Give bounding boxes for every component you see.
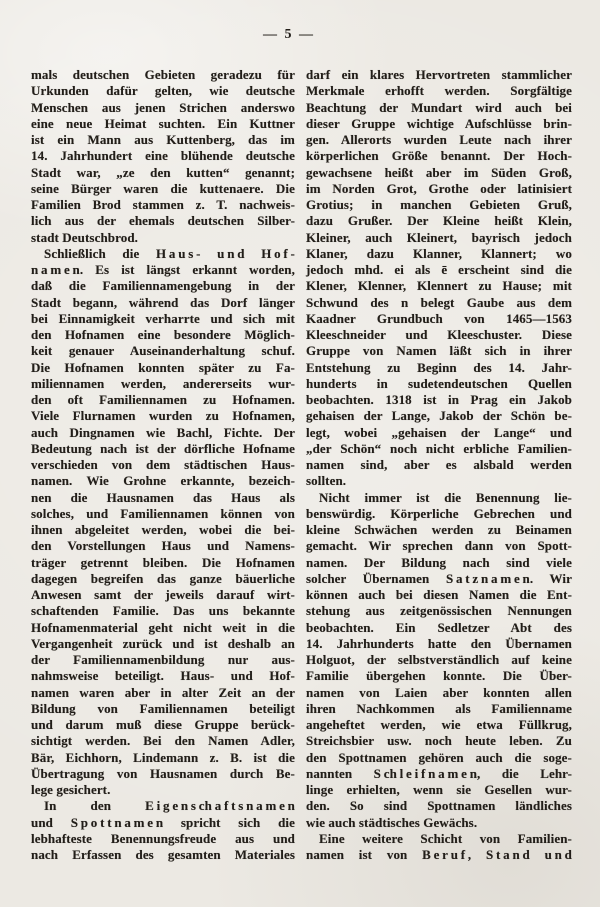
text-line: Hofnamenmaterial geht nicht weit in die <box>31 619 295 635</box>
text-line: nach Erfassen des gesamten Materiales <box>31 847 295 862</box>
text-line: Vergangenheit zurück und ist deshalb an <box>31 635 295 651</box>
text-line: namen von Laien aber konnten allen <box>306 684 572 700</box>
text-line: können auch bei diesen Namen die Ent- <box>306 587 572 602</box>
text-line: keit genauer Auseinanderhaltung schuf. <box>31 343 295 359</box>
text-line: Die Hofnamen konnten später zu Fa- <box>31 359 295 375</box>
text-line: dagegen begreifen das ganze bäuerliche <box>31 570 295 586</box>
text-line: namen. Wie Grohne erkannte, bezeich- <box>31 473 295 489</box>
text-line: träger getrennt bleiben. Die Hofnamen <box>31 554 295 570</box>
text-line: linge erhielten, wenn sie Gesellen wur- <box>306 782 572 797</box>
text-line: ihnen abgeleitet werden, wobei die bei- <box>31 522 295 537</box>
text-line: sollten. <box>306 473 347 489</box>
text-line: Entstehung zu Beginn des 14. Jahr- <box>306 359 572 375</box>
text-line: mals deutschen Gebieten geradezu für <box>31 67 295 82</box>
text-line: ist ein Mann aus Kuttenberg, das im <box>31 132 295 147</box>
text-line: beobachten. 1318 ist in Prag ein Jakob <box>306 392 572 407</box>
text-line: Merkmale erhofft werden. Sorgfältige <box>306 83 572 99</box>
text-line: Schwund des n belegt Gaube aus dem <box>306 294 572 310</box>
text-line: Bildung von Familiennamen beteiligt <box>31 700 295 716</box>
text-line: Urkunden dafür gelten, wie deutsche <box>31 83 295 99</box>
text-line: Kaadner Grundbuch von 1465—1563 <box>306 310 572 326</box>
text-line: und darum muß diese Gruppe berück- <box>31 717 295 732</box>
text-line: Schließlich die H a u s - u n d H o f - <box>44 245 295 261</box>
text-line: sichtigt werden. Bei den Namen Adler, <box>31 733 295 749</box>
text-line: lich aus der ehemals deutschen Silber- <box>31 213 295 229</box>
text-line: Kleiner, auch Kleinert, bayrisch jedoch <box>306 229 572 245</box>
text-line: eine neue Heimat suchten. Ein Kuttner <box>31 115 295 131</box>
text-line: verschieden von dem städtischen Haus- <box>31 457 295 472</box>
text-line: lege gesichert. <box>31 782 111 797</box>
text-line: Anwesen samt der jeweils darauf wirt- <box>31 587 295 602</box>
text-line: und S p o t t n a m e n spricht sich die <box>31 814 295 830</box>
text-line: ihren Nachkommen als Familienname <box>306 700 572 716</box>
text-line: den. So sind Spottnamen ländliches <box>306 798 572 814</box>
text-line: gewachsene heißt aber im Süden Groß, <box>306 164 572 180</box>
text-line: Familien Brod stammen z. T. nachweis- <box>31 197 295 212</box>
text-column-left <box>31 67 295 863</box>
text-line: Bedeutung nach ist der dörfliche Hofname <box>31 440 295 456</box>
text-line: namen. Der Bildung nach sind viele <box>306 554 572 570</box>
text-line: In den E i g e n s ch a f t s n a m e n <box>44 798 295 814</box>
text-line: seine Bürger waren die kuttenaere. Die <box>31 180 295 196</box>
text-line: „der Schön“ noch nicht erbliche Familien- <box>306 440 572 456</box>
text-line: Bär, Eichhorn, Lindemann z. B. ist die <box>31 749 295 765</box>
text-line: namen sind, aber es alsbald werden <box>306 457 572 472</box>
text-line: Familie übergehen konnte. Die Über- <box>306 668 572 684</box>
text-column-right <box>306 67 572 863</box>
text-line: nahmsweise beteiligt. Haus- und Hof- <box>31 668 295 684</box>
text-line: Streichsbier usw. noch heute leben. Zu <box>306 733 572 749</box>
text-line: 14. Jahrhundert eine blühende deutsche <box>31 148 295 164</box>
text-line: legt, wobei „gehaisen der Lange“ und <box>306 424 572 440</box>
text-line: den Spottnamen gehören auch die soge- <box>306 749 572 765</box>
text-line: miliennamen werden, andererseits wur- <box>31 375 295 391</box>
text-line: Stadt begann, während das Dorf länger <box>31 294 295 310</box>
text-line: dieser Gruppe wichtige Aufschlüsse brin- <box>306 115 572 131</box>
text-line: stadt Deutschbrod. <box>31 229 139 245</box>
text-line: der Familiennamenbildung nur aus- <box>31 652 295 667</box>
text-line: Übertragung von Hausnamen durch Be- <box>31 765 295 781</box>
text-line: nen die Hausnamen das Haus als <box>31 489 295 505</box>
text-line: solcher Übernamen S a t z n a m e n. Wir <box>306 570 572 586</box>
text-line: den oft Familiennamen zu Hofnamen. <box>31 392 295 407</box>
text-line: gen. Allerorts wurden Leute nach ihrer <box>306 132 572 147</box>
text-line: Gruppe von Namen läßt sich in ihrer <box>306 343 572 359</box>
text-line: im Norden Grot, Grothe oder latinisiert <box>306 180 572 196</box>
text-line: Eine weitere Schicht von Familien- <box>319 830 572 846</box>
text-line: angeheftet werden, wie etwa Füllkrug, <box>306 717 572 732</box>
text-line: daß die Familiennamengebung in der <box>31 278 295 294</box>
text-line: den Vorstellungen Haus und Namens- <box>31 538 295 554</box>
text-line: n a m e n. Es ist längst erkannt worden, <box>31 262 295 277</box>
text-line: Klaner, dazu Klanner, Klannert; wo <box>306 245 572 261</box>
text-line: jedoch mhd. ei als ē erscheint sind die <box>306 262 572 277</box>
text-line: Stadt war, „ze den kutten“ genannt; <box>31 164 295 180</box>
text-line: beobachten. Ein Sedletzer Abt des <box>306 619 572 635</box>
text-line: namen ist von B e r u f , S t a n d u n d <box>306 847 572 862</box>
page-number: — 5 — <box>263 27 315 42</box>
text-line: dazu Grußer. Der Kleine heißt Klein, <box>306 213 572 229</box>
text-line: gemacht. Wir sprechen dann von Spott- <box>306 538 572 554</box>
text-line: körperlichen Größe benannt. Der Hoch- <box>306 148 572 164</box>
text-line: auch Dingnamen wie Bachl, Fichte. Der <box>31 424 295 440</box>
text-line: nannten S ch l e i f n a m e n, die Lehr- <box>306 765 572 781</box>
text-line: darf ein klares Hervortreten stammlicher <box>306 67 572 82</box>
text-line: Klener, Klenner, Klennert zu Hause; mit <box>306 278 572 294</box>
text-line: solches, und Familiennamen können von <box>31 505 295 521</box>
text-line: Menschen aus jenen Strichen anderswo <box>31 99 295 115</box>
text-line: wie auch städtisches Gewächs. <box>306 814 478 830</box>
text-line: hunderts in sudetendeutschen Quellen <box>306 375 572 391</box>
text-line: Beachtung der Mundart wird auch bei <box>306 99 572 115</box>
text-line: bei Einnamigkeit verharrte und sich mit <box>31 310 295 326</box>
text-line: lebhafteste Benennungsfreude aus und <box>31 830 295 846</box>
text-line: Kleeschneider und Kleeschuster. Diese <box>306 327 572 342</box>
text-line: 14. Jahrhunderts hatte den Übernamen <box>306 635 572 651</box>
text-line: namen waren aber in alter Zeit an der <box>31 684 295 700</box>
text-line: Holguot, der selbstverständlich auf keine <box>306 652 572 667</box>
text-line: benswürdig. Körperliche Gebrechen und <box>306 505 572 521</box>
text-line: stehung aus zeitgenössischen Nennungen <box>306 603 572 619</box>
text-line: den Hofnamen eine besondere Möglich- <box>31 327 295 342</box>
text-line: gehaisen der Lange, Jakob der Schön be- <box>306 408 572 424</box>
text-line: Nicht immer ist die Benennung lie- <box>319 489 572 505</box>
text-line: Viele Flurnamen wurden zu Hofnamen, <box>31 408 295 424</box>
text-line: kleine Schwächen werden zu Beinamen <box>306 522 572 537</box>
text-line: schaftenden Familie. Das uns bekannte <box>31 603 295 619</box>
text-line: Grotius; in manchen Gebieten Gruß, <box>306 197 572 212</box>
